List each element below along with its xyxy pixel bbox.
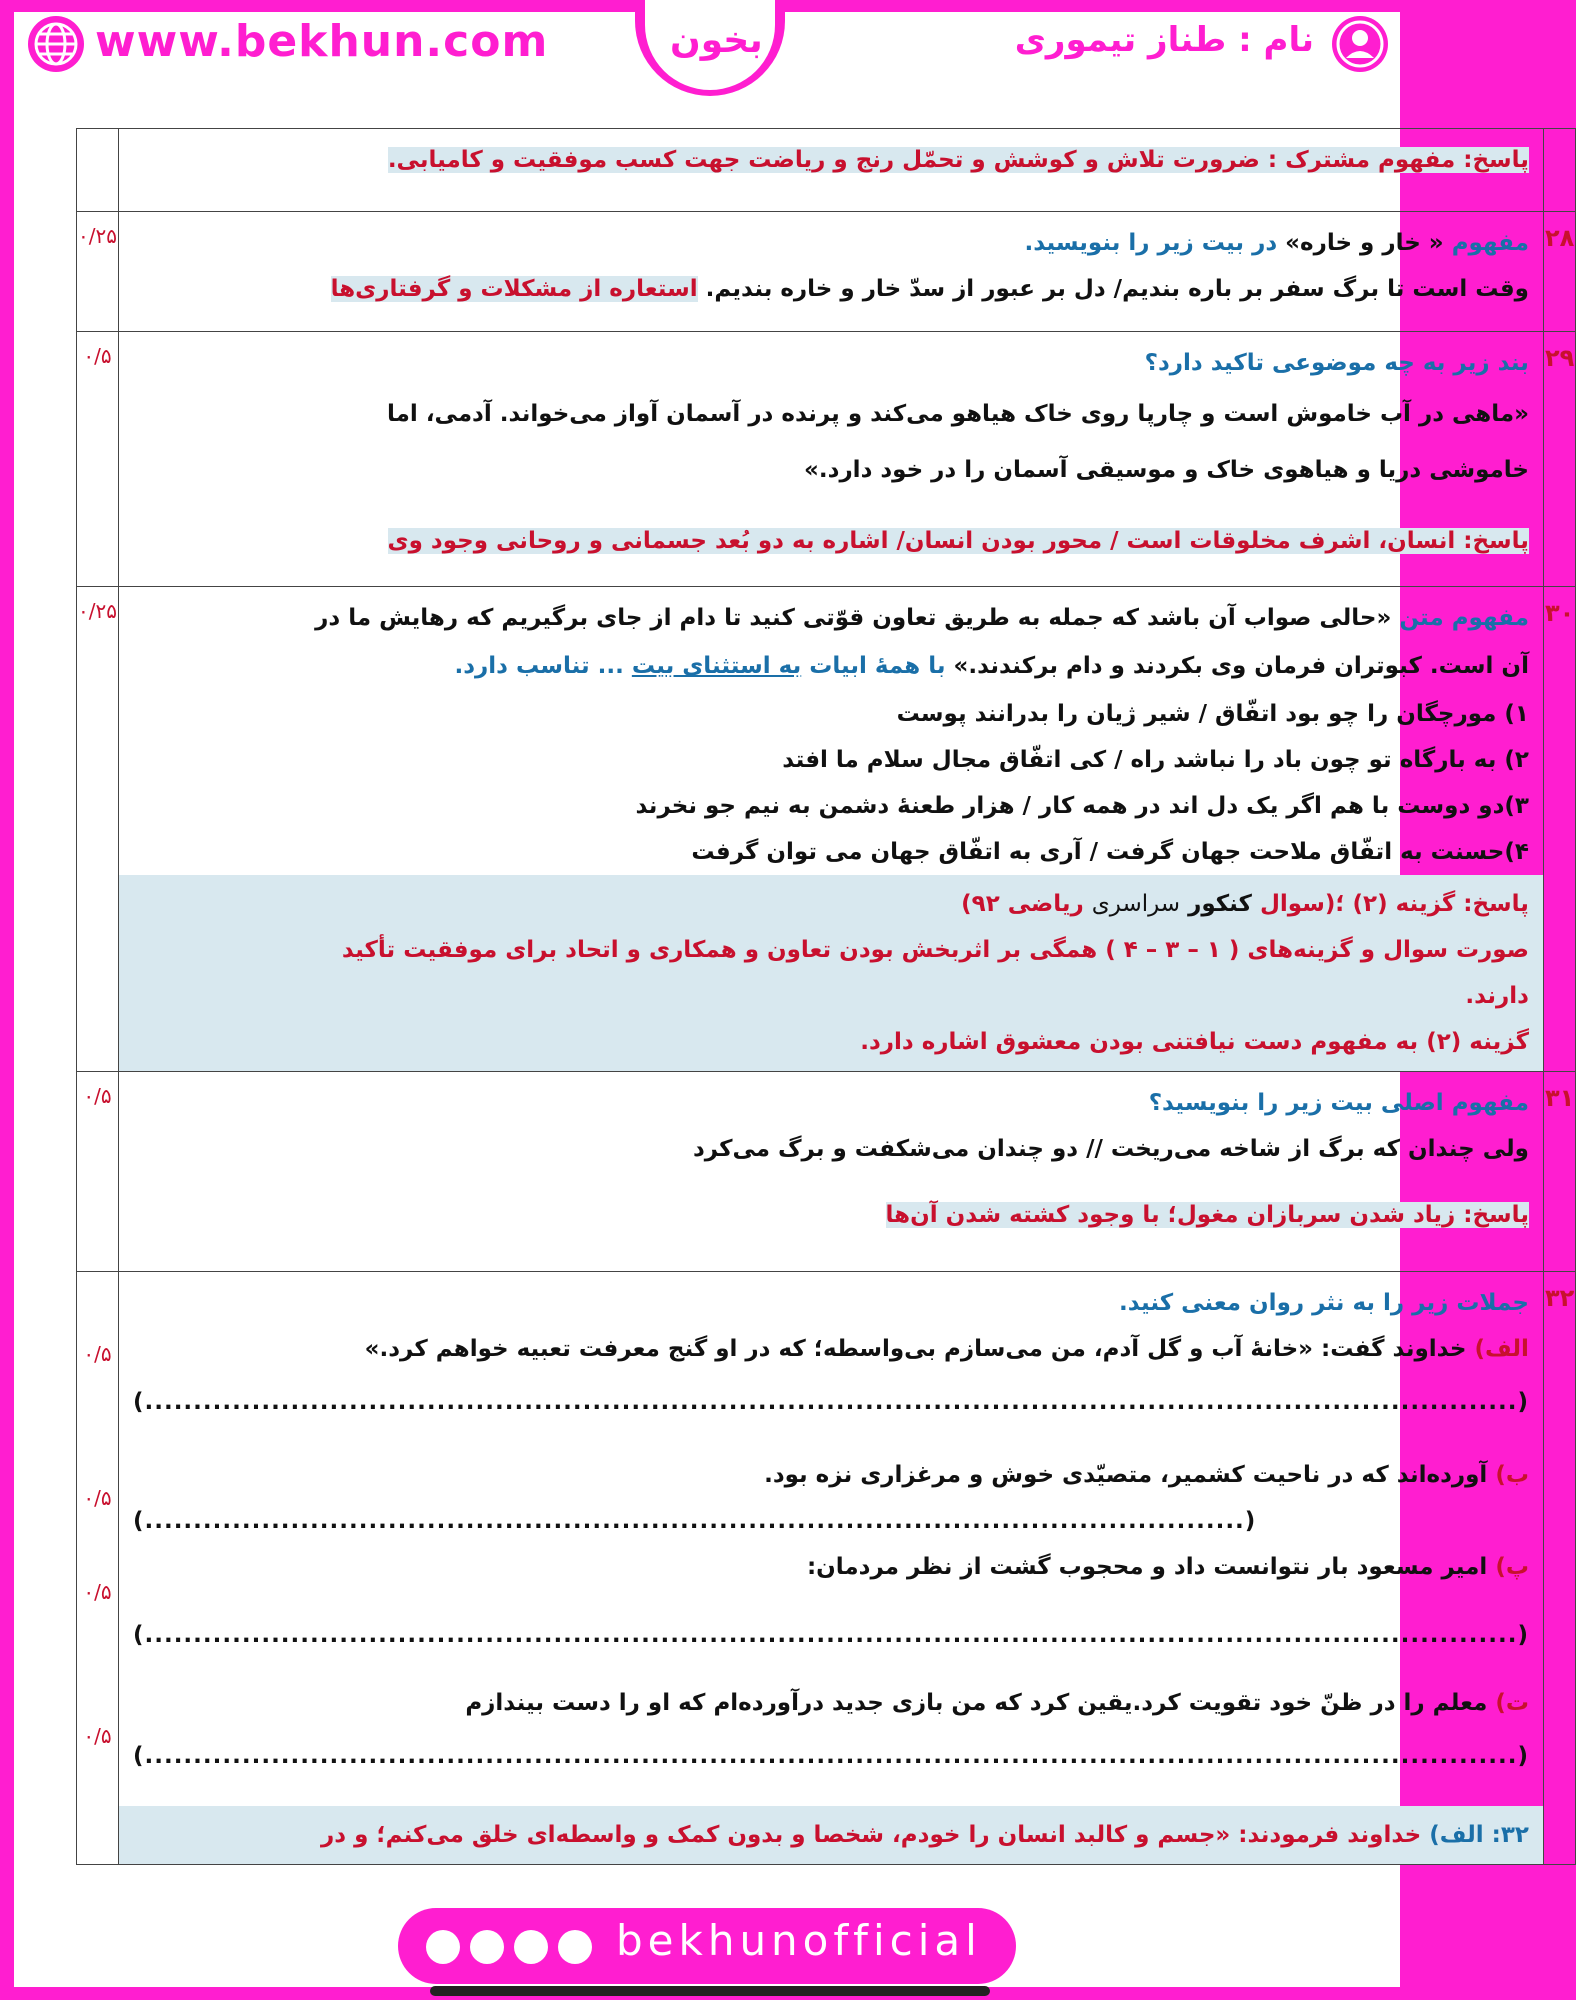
answer-table [76,128,1576,1865]
answer-blank[interactable]: (.............................................................................................................................................) [132,1389,1529,1415]
question-text: جملات زیر را به نثر روان معنی کنید. [1118,1290,1529,1316]
passage-line: خاموشی دریا و هیاهوی خاک و موسیقی آسمان را در خود دارد.» [804,457,1529,483]
score: ۰/۲۵ [77,212,119,332]
social-handle[interactable]: bekhunofficial [616,1916,982,1965]
answer-blank[interactable]: (.............................................................................................................................................) [132,1622,1529,1648]
question-number: ۳۱ [1543,1072,1575,1272]
question-text: به استثنای بیت [631,653,802,679]
question-number: ۳۰ [1543,587,1575,1072]
answer-blank[interactable]: (.................................................................................................................) [132,1508,1257,1534]
score [77,129,119,212]
question-body [118,332,1543,587]
table-row [77,1072,1576,1272]
part-label: ت) [1495,1690,1529,1716]
footer [398,1908,1016,1984]
globe-icon[interactable] [28,16,84,72]
question-body [118,1072,1543,1272]
answer-text: پاسخ: انسان، اشرف مخلوقات است / محور بودن انسان/ اشاره به دو بُعد جسمانی و روحانی وجود وی [387,528,1529,554]
table-row [77,332,1576,587]
question-body [118,129,1543,212]
question-text: با همۀ ابیات [809,653,946,679]
part-label: الف) [1474,1336,1529,1362]
answer-text: استعاره از مشکلات و گرفتاری‌ها [330,276,698,302]
question-text: ... تناسب دارد. [454,653,624,679]
part-text: آورده‌اند که در ناحیت کشمیر، متصیّدی خوش و مرغزاری نزه بود. [764,1462,1488,1488]
student-name: نام : طناز تیموری [1014,20,1314,60]
question-text: مفهوم متن [1399,605,1529,631]
passage-line: آن است. کبوتران فرمان وی بکردند و دام برکندند.» [953,653,1529,679]
question-quote: « خار و خاره» [1285,230,1444,256]
passage-line: «حالی صواب آن باشد که جمله به طریق تعاون قوّتی کنید تا دام از جای برگیریم که رهایش ما در [315,605,1392,631]
score: ۰/۵ [77,332,119,587]
answer-block [119,1806,1543,1864]
question-text: بند زیر به چه موضوعی تاکید دارد؟ [1144,350,1529,376]
instagram-icon[interactable] [558,1930,592,1964]
table-row [77,587,1576,1072]
answer-text: ریاضی ۹۲) [961,891,1084,917]
part-label: پ) [1495,1554,1529,1580]
question-body [118,1272,1543,1865]
question-text: مفهوم اصلی بیت زیر را بنویسید؟ [1148,1090,1529,1116]
score: ۰/۵ [83,1342,112,1366]
score: ۰/۲۵ [77,587,119,1072]
question-text: مفهوم [1451,230,1529,256]
answer-blank[interactable]: (.............................................................................................................................................) [132,1743,1529,1769]
question-number [1543,129,1575,212]
part-text: امیر مسعود بار نتوانست داد و محجوب گشت از نظر مردمان: [806,1554,1488,1580]
answer-text: دارند. [1465,983,1529,1009]
question-body [118,212,1543,332]
footer-shadow [430,1986,990,1996]
answer-text: پاسخ: مفهوم مشترک : ضرورت تلاش و کوشش و تحمّل رنج و ریاضت جهت کسب موفقیت و کامیابی. [387,147,1529,173]
verse-line: وقت است تا برگ سفر بر باره بندیم/ دل بر عبور از سدّ خار و خاره بندیم. [705,276,1529,302]
score: ۰/۵ [83,1486,112,1510]
answer-text: سراسری [1091,891,1181,917]
answer-text: کنکور [1188,891,1252,917]
answer-text: صورت سوال و گزینه‌های ( ۱ – ۳ – ۴ ) همگی بر اثربخش بودن تعاون و همکاری و اتحاد برای موفقیت تأکید [341,937,1529,963]
question-body [118,587,1543,1072]
answer-text: پاسخ: گزینه (۲) ؛(سوال [1259,891,1529,917]
part-text: خداوند گفت: «خانۀ آب و گل آدم، من می‌سازم بی‌واسطه؛ که در او گنج معرفت تعبیه خواهم کرد.» [364,1336,1467,1362]
answer-block [119,875,1543,1071]
table-row [77,212,1576,332]
aparat-icon[interactable] [426,1930,460,1964]
youtube-icon[interactable] [470,1930,504,1964]
answer-text: گزینه (۲) به مفهوم دست نیافتنی بودن معشوق اشاره دارد. [860,1029,1529,1055]
table-row [77,129,1576,212]
answer-text: خداوند فرمودند: «جسم و کالبد انسان را خودم، شخصا و بدون کمک و واسطه‌ای خلق می‌کنم؛ و در [321,1822,1422,1848]
score: ۰/۵ [77,1072,119,1272]
question-number: ۲۸ [1543,212,1575,332]
option: ۳)دو دوست با هم اگر یک دل اند در همه کار / هزار طعنۀ دشمن به نیم جو نخرند [635,793,1529,819]
part-label: ب) [1495,1462,1529,1488]
site-url[interactable]: www.bekhun.com [95,16,549,67]
option: ۴)حسنت به اتفّاق ملاحت جهان گرفت / آری به اتفّاق جهان می توان گرفت [691,839,1529,865]
question-text: در بیت زیر را بنویسید. [1024,230,1278,256]
table-row [77,1272,1576,1865]
score: ۰/۵ [83,1580,112,1604]
answer-text: پاسخ: زیاد شدن سربازان مغول؛ با وجود کشته شدن آن‌ها [885,1202,1529,1228]
option: ۱) مورچگان را چو بود اتفّاق / شیر ژیان را بدرانند پوست [896,701,1529,727]
part-text: معلم را در ظنّ خود تقویت کرد.یقین کرد که من بازی جدید درآورده‌ام که او را دست بیندازم [465,1690,1488,1716]
verse-line: ولی چندان که برگ از شاخه می‌ریخت // دو چندان می‌شکفت و برگ می‌کرد [693,1136,1529,1162]
passage-line: «ماهی در آب خاموش است و چارپا روی خاک هیاهو می‌کند و پرنده در آسمان آواز می‌خواند. آدمی، اما [387,401,1529,427]
answer-label: ۳۲: الف) [1429,1822,1529,1848]
option: ۲) به بارگاه تو چون باد را نباشد راه / کی اتفّاق مجال سلام ما افتد [782,747,1529,773]
user-icon [1332,16,1388,72]
score-column [77,1272,119,1865]
telegram-icon[interactable] [514,1930,548,1964]
question-number: ۳۲ [1543,1272,1575,1865]
logo-text: بخون [670,20,763,61]
question-number: ۲۹ [1543,332,1575,587]
score: ۰/۵ [83,1724,112,1748]
